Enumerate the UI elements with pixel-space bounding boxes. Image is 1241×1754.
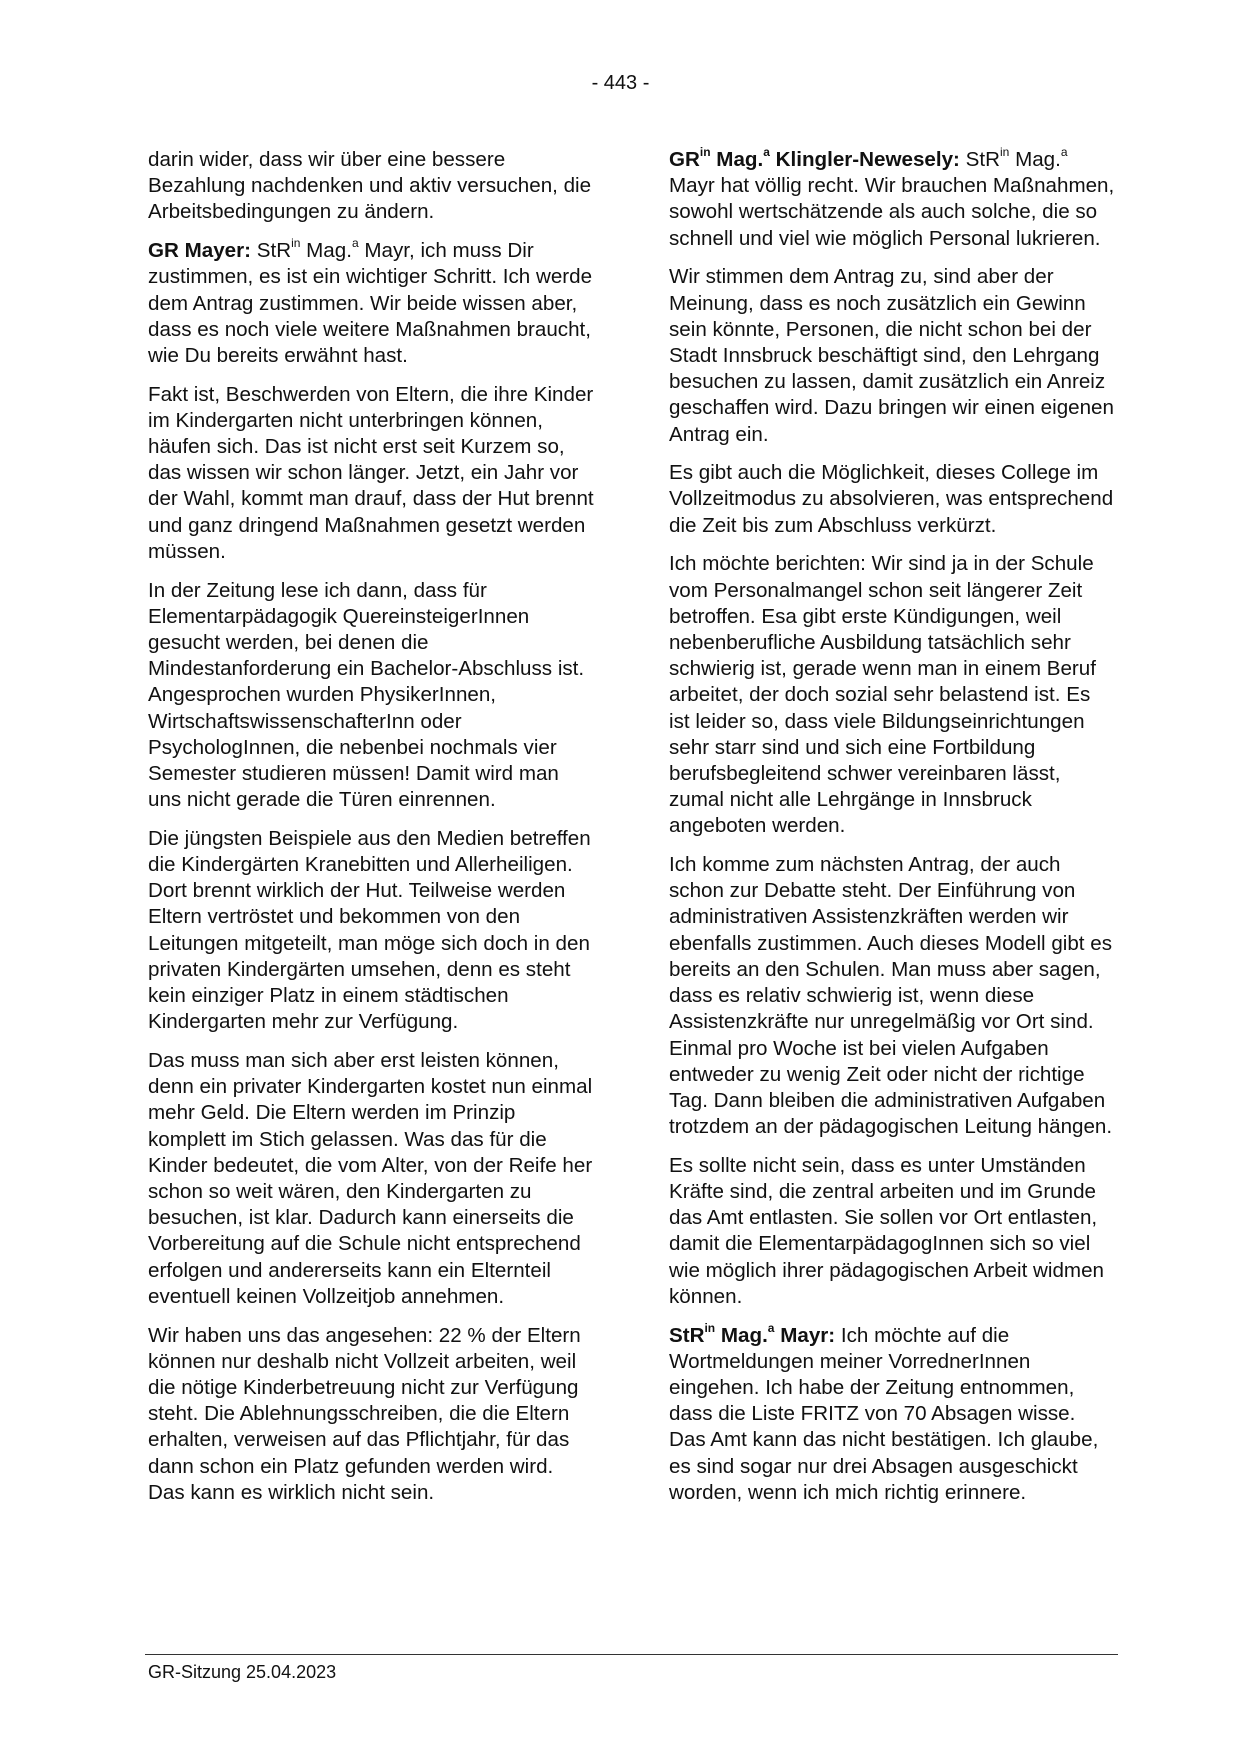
footer-divider: [145, 1654, 1118, 1655]
paragraph: [669, 1320, 1116, 1506]
superscript: in: [999, 145, 1010, 160]
page-number: - 443 -: [591, 72, 650, 94]
right-column: [669, 147, 1116, 1518]
paragraph: Wir haben uns das angesehen: 22 % der Eltern können nur deshalb nicht Vollzeit arbeiten, weil die nötige Kinderbetreuung nicht zur Verfügung steht. Die Ablehnungsschreiben, die die Eltern erhalten, verweisen auf das Pflichtjahr, für das dann schon ein Platz gefunden werden wird. Das kann es wirklich nicht sein.: [148, 1323, 581, 1504]
speaker-name: [669, 1320, 836, 1347]
speaker-part: GR: [669, 148, 700, 171]
paragraph: [148, 238, 595, 369]
speech-text: StR: [965, 148, 1000, 171]
paragraph: Fakt ist, Beschwerden von Eltern, die ihre Kinder im Kindergarten nicht unterbringen können, häufen sich. Das ist nicht erst seit Kurzem so, das wissen wir schon länger. Jetzt, ein Jahr vor der Wahl, kommt man drauf, dass der Hut brennt und ganz dringend Maßnahmen gesetzt werden müssen.: [148, 382, 594, 563]
superscript: in: [704, 1320, 716, 1335]
superscript: in: [291, 236, 301, 251]
speech-text: Ich möchte auf die Wortmeldungen meiner VorrednerInnen eingehen. Ich habe der Zeitung entnommen, dass die Liste FRITZ von 70 Absagen wisse. Das Amt kann das nicht bestätigen. Ich glaube, es sind sogar nur drei Absagen ausgeschickt worden, wenn ich mich richtig erinnere.: [669, 1323, 1099, 1504]
speech-text: Mag.: [1015, 148, 1061, 171]
speech-text: Mag.: [306, 239, 352, 263]
speaker-part: Klingler-Newesely:: [775, 148, 960, 171]
speech-text: StR: [256, 239, 292, 263]
paragraph: Es gibt auch die Möglichkeit, dieses College im Vollzeitmodus zu absolvieren, was entsprechend die Zeit bis zum Abschluss verkürzt.: [669, 461, 1114, 537]
superscript: a: [767, 1320, 775, 1335]
speaker-part: Mayr:: [780, 1323, 836, 1347]
paragraph: In der Zeitung lese ich dann, dass für Elementarpädagogik QuereinsteigerInnen gesucht werden, bei denen die Mindestanforderung ein Bachelor-Abschluss ist. Angesprochen wurden PhysikerInnen, WirtschaftswissenschafterInn oder PsychologInnen, die nebenbei nochmals vier Semester studieren müssen! Damit wird man uns nicht gerade die Türen einrennen.: [148, 578, 585, 812]
footer-session-date: GR-Sitzung 25.04.2023: [148, 1662, 337, 1682]
superscript: in: [699, 145, 711, 160]
paragraph: Ich komme zum nächsten Antrag, der auch schon zur Debatte steht. Der Einführung von administrativen Assistenzkräften werden wir ebenfalls zustimmen. Auch dieses Modell gibt es bereits an den Schulen. Man muss aber sagen, dass es relativ schwierig ist, wenn diese Assistenzkräfte nur unregelmäßig vor Ort sind. Einmal pro Woche ist bei vielen Aufgaben entweder zu wenig Zeit oder nicht der richtige Tag. Dann bleiben die administrativen Aufgaben trotzdem an der pädagogischen Leitung hängen.: [669, 853, 1113, 1139]
speaker-name: [669, 145, 960, 171]
paragraph: Ich möchte berichten: Wir sind ja in der Schule vom Personalmangel schon seit längerer Zeit betroffen. Esa gibt erste Kündigungen, weil nebenberufliche Ausbildung tatsächlich sehr schwierig ist, gerade wenn man in einem Beruf arbeitet, der doch sozial sehr belastend ist. Es ist leider so, dass viele Bildungseinrichtungen sehr starr sind und sich eine Fortbildung berufsbegleitend schwer vereinbaren lässt, zumal nicht alle Lehrgänge in Innsbruck angeboten werden.: [669, 552, 1096, 838]
paragraph: darin wider, dass wir über eine bessere Bezahlung nachdenken und aktiv versuchen, die Arbeitsbedingungen zu ändern.: [148, 148, 592, 224]
speech-text: Mayr, ich muss Dir zustimmen, es ist ein wichtiger Schritt. Ich werde dem Antrag zustimmen. Wir beide wissen aber, dass es noch viele weitere Maßnahmen braucht, wie Du bereits erwähnt hast.: [148, 239, 593, 367]
speaker-part: StR: [669, 1323, 705, 1347]
paragraph: Die jüngsten Beispiele aus den Medien betreffen die Kindergärten Kranebitten und Allerheiligen. Dort brennt wirklich der Hut. Teilweise werden Eltern vertröstet und bekommen von den Leitungen mitgeteilt, man möge sich doch in den privaten Kindergärten umsehen, denn es steht kein einziger Platz in einem städtischen Kindergarten mehr zur Verfügung.: [148, 826, 591, 1034]
superscript: a: [351, 236, 359, 251]
paragraph: [669, 147, 1116, 252]
speaker-name: GR Mayer:: [148, 239, 251, 263]
superscript: a: [763, 145, 770, 160]
superscript: a: [1060, 145, 1068, 160]
speech-text: Mayr hat völlig recht. Wir brauchen Maßnahmen, sowohl wertschätzende als auch solche, die so schnell und viel wie möglich Personal lukrieren.: [669, 174, 1115, 250]
speaker-part: Mag.: [716, 148, 764, 171]
left-column: [148, 147, 595, 1518]
paragraph: Das muss man sich aber erst leisten können, denn ein privater Kindergarten kostet nun einmal mehr Geld. Die Eltern werden im Prinzip komplett im Stich gelassen. Was das für die Kinder bedeutet, die vom Alter, von der Reife her schon so weit wären, den Kindergarten zu besuchen, ist klar. Dadurch kann einerseits die Vorbereitung auf die Schule nicht entsprechend erfolgen und andererseits kann ein Elternteil eventuell keinen Vollzeitjob annehmen.: [148, 1049, 593, 1308]
paragraph: Wir stimmen dem Antrag zu, sind aber der Meinung, dass es noch zusätzlich ein Gewinn sein könnte, Personen, die nicht schon bei der Stadt Innsbruck beschäftigt sind, den Lehrgang besuchen zu lassen, damit zusätzlich ein Anreiz geschaffen wird. Dazu bringen wir einen eigenen Antrag ein.: [669, 265, 1114, 446]
speaker-part: Mag.: [720, 1323, 768, 1347]
paragraph: Es sollte nicht sein, dass es unter Umständen Kräfte sind, die zentral arbeiten und im Grunde das Amt entlasten. Sie sollen vor Ort entlasten, damit die ElementarpädagogInnen sich so viel wie möglich ihrer pädagogischen Arbeit widmen können.: [669, 1153, 1104, 1308]
